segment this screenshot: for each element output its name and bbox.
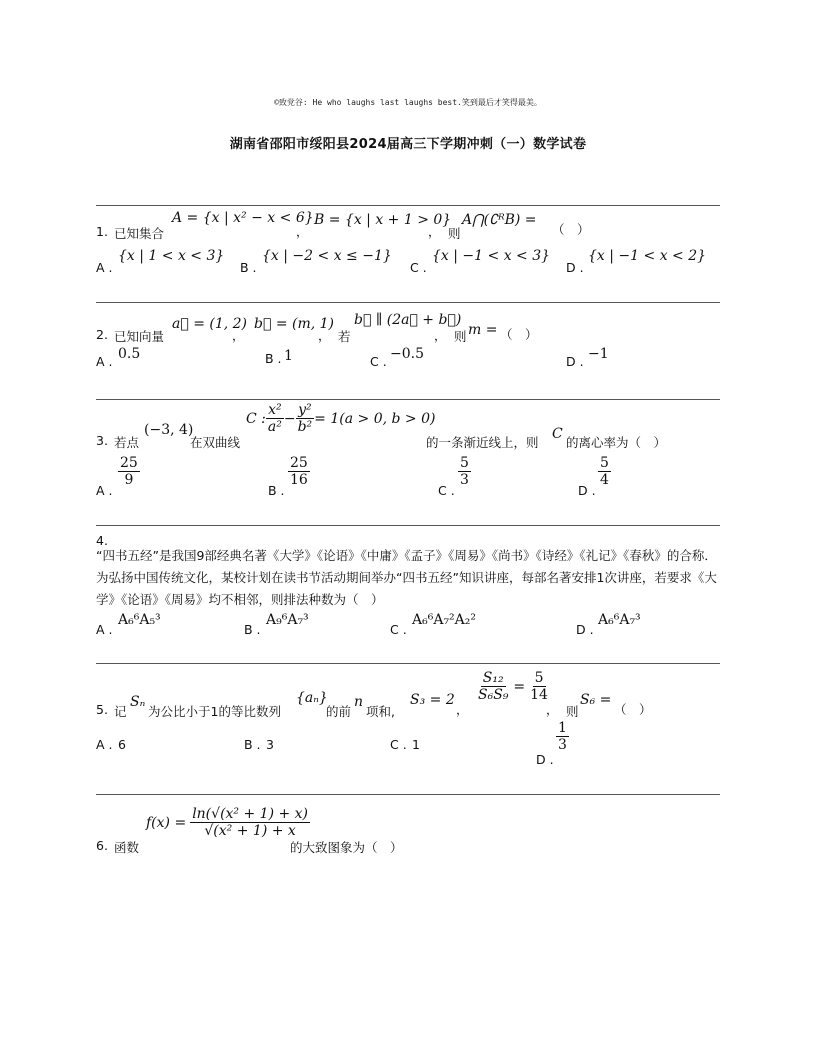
option-value: A₉⁶A₇³	[266, 612, 309, 628]
question-number: 3.	[96, 433, 108, 448]
option-value: −0.5	[390, 346, 424, 362]
option-value: A₆⁶A₇²A₂²	[412, 612, 477, 628]
option-value: $\frac{25}{9}$	[120, 455, 138, 489]
option-value: $\frac{1}{3}$	[558, 720, 567, 754]
question-stem: 已知集合	[114, 226, 165, 241]
question-number: 2.	[96, 327, 108, 342]
option-label: C .	[370, 354, 387, 369]
option-label: A .	[96, 354, 113, 369]
divider	[96, 663, 720, 664]
question-text: “四书五经”是我国9部经典名著《大学》《论语》《中庸》《孟子》《周易》《尚书》《诗经》《礼记》《春秋》的合称．为弘扬中国传统文化，某校计划在读书节活动期间举办“四书五经”知识讲座，每部名著安排1次讲座，若要求《大学》《论语》《周易》均不相邻，则排法种数为（ ）	[96, 548, 717, 607]
page-title: 湖南省邵阳市绥阳县2024届高三下学期冲刺（一）数学试卷	[229, 137, 587, 152]
question-number: 1.	[96, 224, 108, 239]
question-stem: 函数	[114, 840, 140, 855]
motto-line: ©致党谷: He who laughs last laughs best.笑到最后才笑得最美。	[274, 98, 542, 107]
option-label: D .	[566, 354, 584, 369]
option-label: B .	[265, 351, 282, 366]
option-label: C .	[438, 483, 455, 498]
option-label: C .	[410, 260, 427, 275]
point: (−3, 4)	[144, 422, 194, 438]
divider	[96, 302, 720, 303]
set-a: A = {x | x² − x < 6}	[172, 210, 314, 226]
option-value: $\frac{25}{16}$	[290, 455, 308, 489]
divider	[96, 794, 720, 795]
option-value: {x | −2 < x ≤ −1}	[262, 248, 392, 264]
divider	[96, 525, 720, 526]
option-value: 3	[266, 737, 274, 752]
option-value: 1	[284, 348, 293, 364]
question-stem: 若点	[114, 435, 140, 450]
option-value: A₆⁶A₅³	[118, 612, 161, 628]
option-label: C .	[390, 737, 407, 752]
question-number: 6.	[96, 838, 108, 853]
option-label: D .	[536, 752, 554, 767]
option-value: {x | −1 < x < 2}	[588, 248, 707, 264]
option-label: B .	[268, 483, 285, 498]
option-value: 0.5	[118, 346, 141, 362]
question-number: 5.	[96, 702, 108, 717]
set-expression: A⋂(∁ᴿB) =	[462, 212, 537, 228]
option-label: A .	[96, 737, 113, 752]
option-label: D .	[576, 622, 594, 637]
divider	[96, 399, 720, 400]
ratio-equation: $\frac{\text{S₁₂}}{\text{S₆S₉}}$ = $\frac{5}{14}$	[478, 670, 548, 704]
option-value: A₆⁶A₇³	[598, 612, 641, 628]
option-value: {x | −1 < x < 3}	[432, 248, 551, 264]
option-value: 1	[412, 737, 420, 752]
option-value: $\frac{5}{4}$	[600, 455, 609, 489]
option-label: B .	[240, 260, 257, 275]
divider	[96, 205, 720, 206]
option-label: A .	[96, 622, 113, 637]
vector-a: a⃗ = (1, 2)	[172, 316, 248, 332]
parallel-condition: b⃗ ∥ (2a⃗ + b⃗)	[354, 312, 462, 328]
option-value: $\frac{5}{3}$	[460, 455, 469, 489]
option-label: D .	[566, 260, 584, 275]
option-label: A .	[96, 260, 113, 275]
question-stem: 已知向量	[114, 329, 165, 344]
question-number: 4.	[96, 533, 108, 548]
set-b: B = {x | x + 1 > 0}	[314, 212, 452, 228]
option-label: B .	[244, 737, 261, 752]
option-label: B .	[244, 622, 261, 637]
option-value: −1	[588, 346, 609, 362]
function-formula: f(x) = $\frac{\text{ln(√(x² + 1) + x)}}{\text{√(x² + 1) + x}}$	[146, 806, 309, 840]
option-label: A .	[96, 483, 113, 498]
option-value: {x | 1 < x < 3}	[118, 248, 225, 264]
option-label: C .	[390, 622, 407, 637]
option-label: D .	[578, 483, 596, 498]
vector-b: b⃗ = (m, 1)	[254, 316, 335, 332]
option-value: 6	[118, 737, 126, 752]
hyperbola-equation: C : $\frac{\text{x²}}{\text{a²}}$ − $\frac{\text{y²}}{\text{b²}}$ = 1(a > 0, b > 0)	[246, 402, 436, 436]
